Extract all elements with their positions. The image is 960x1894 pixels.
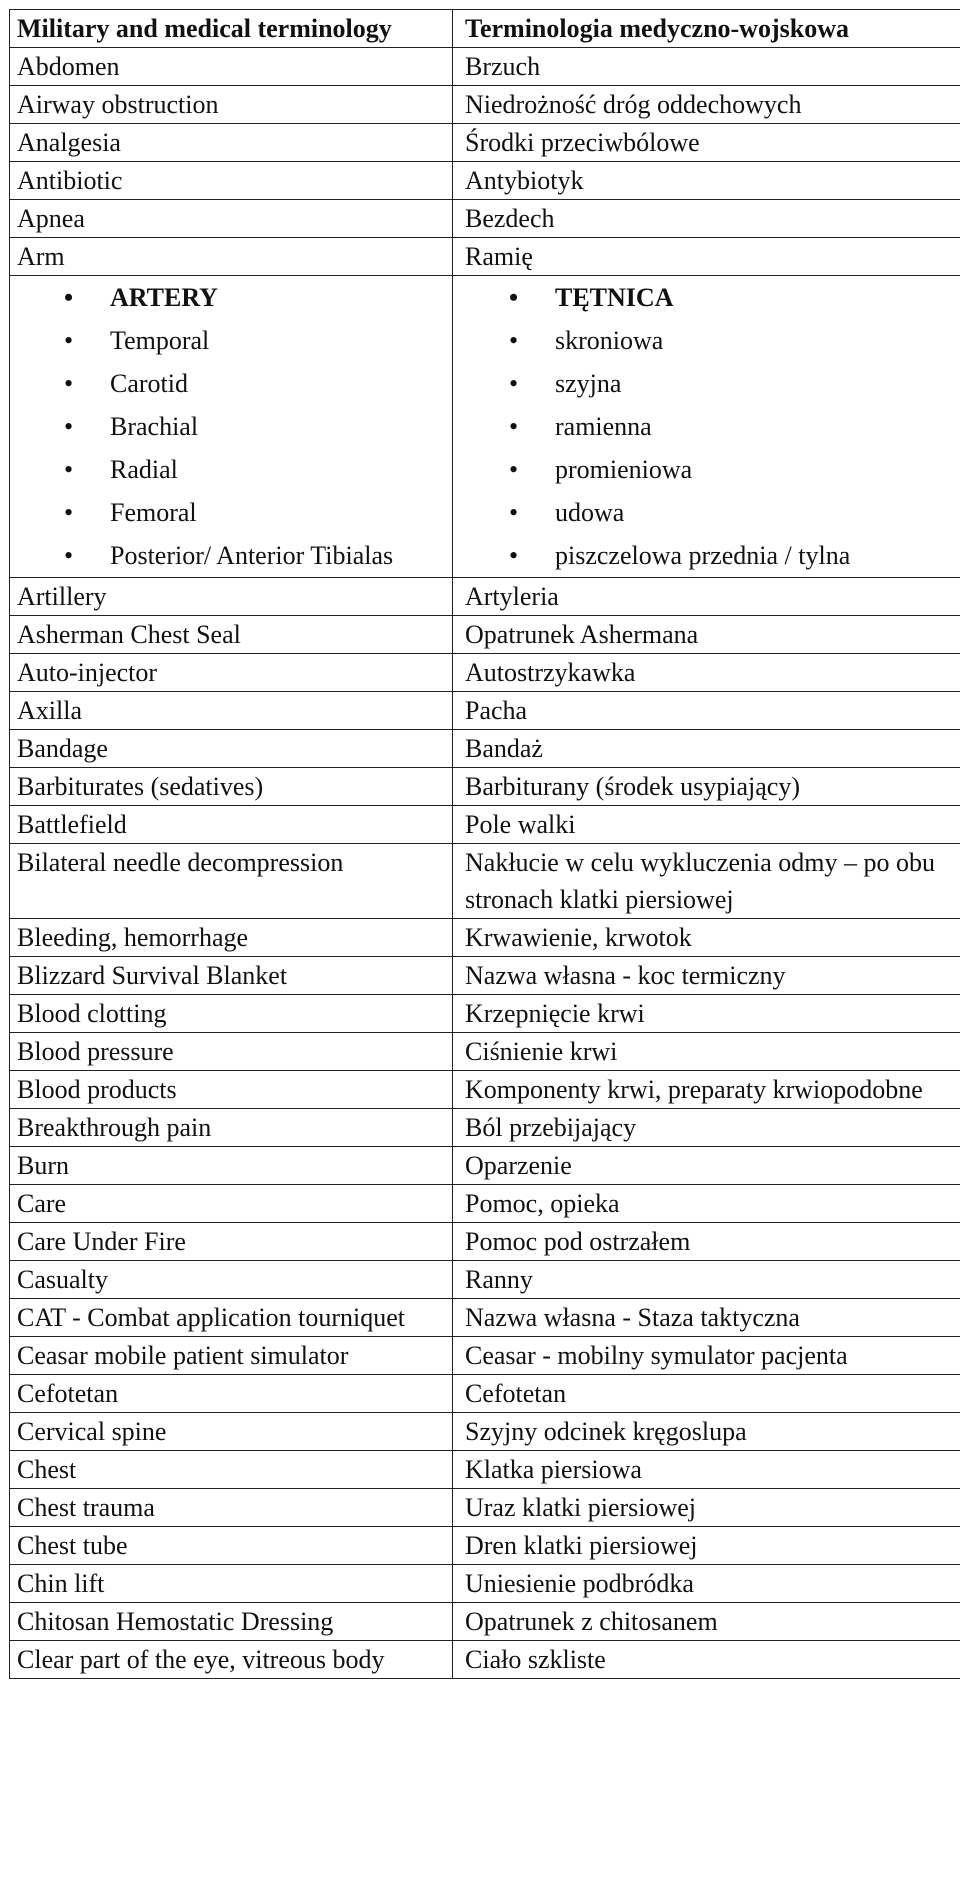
term-polish: Bandaż bbox=[453, 730, 960, 768]
term-english: Chest bbox=[10, 1451, 453, 1489]
artery-section bbox=[10, 276, 960, 578]
term-polish: Szyjny odcinek kręgoslupa bbox=[453, 1413, 960, 1451]
table-row bbox=[10, 48, 960, 86]
artery-item-en: • Femoral bbox=[10, 491, 452, 534]
table-row bbox=[10, 86, 960, 124]
term-english: Apnea bbox=[10, 200, 453, 238]
term-english: Arm bbox=[10, 238, 453, 276]
term-polish: Ceasar - mobilny symulator pacjenta bbox=[453, 1337, 960, 1375]
table-row bbox=[10, 238, 960, 276]
term-polish: Oparzenie bbox=[453, 1147, 960, 1185]
table-body-a bbox=[10, 48, 960, 276]
artery-item-pl: • skroniowa bbox=[453, 319, 960, 362]
table-row bbox=[10, 957, 960, 995]
term-polish: Krwawienie, krwotok bbox=[453, 919, 960, 957]
term-english: Chin lift bbox=[10, 1565, 453, 1603]
term-english: Blood products bbox=[10, 1071, 453, 1109]
term-polish: Pole walki bbox=[453, 806, 960, 844]
artery-polish-list bbox=[453, 276, 960, 577]
term-polish: Pacha bbox=[453, 692, 960, 730]
artery-item-pl: • TĘTNICA bbox=[453, 276, 960, 319]
table-row bbox=[10, 1413, 960, 1451]
table-row bbox=[10, 1337, 960, 1375]
table-row bbox=[10, 1489, 960, 1527]
term-english: Ceasar mobile patient simulator bbox=[10, 1337, 453, 1375]
term-english: Auto-injector bbox=[10, 654, 453, 692]
term-polish: Niedrożność dróg oddechowych bbox=[453, 86, 960, 124]
term-polish: Ciśnienie krwi bbox=[453, 1033, 960, 1071]
term-english: Analgesia bbox=[10, 124, 453, 162]
term-polish: Antybiotyk bbox=[453, 162, 960, 200]
table-row bbox=[10, 1261, 960, 1299]
term-polish: Środki przeciwbólowe bbox=[453, 124, 960, 162]
term-polish: Opatrunek Ashermana bbox=[453, 616, 960, 654]
term-english: Care Under Fire bbox=[10, 1223, 453, 1261]
header-polish: Terminologia medyczno-wojskowa bbox=[453, 10, 960, 48]
term-polish: Nazwa własna - Staza taktyczna bbox=[453, 1299, 960, 1337]
table-row bbox=[10, 995, 960, 1033]
terminology-table bbox=[9, 9, 960, 1679]
term-english: Bleeding, hemorrhage bbox=[10, 919, 453, 957]
artery-item-pl: • promieniowa bbox=[453, 448, 960, 491]
table-row bbox=[10, 1565, 960, 1603]
table-row bbox=[10, 844, 960, 919]
term-english: Cefotetan bbox=[10, 1375, 453, 1413]
artery-english-cell bbox=[10, 276, 453, 578]
table-row bbox=[10, 1375, 960, 1413]
term-polish: Komponenty krwi, preparaty krwiopodobne bbox=[453, 1071, 960, 1109]
table-row bbox=[10, 919, 960, 957]
table-row bbox=[10, 1071, 960, 1109]
artery-item-en: • Posterior/ Anterior Tibialas bbox=[10, 534, 452, 577]
table-row bbox=[10, 1527, 960, 1565]
artery-item-pl: • ramienna bbox=[453, 405, 960, 448]
term-english: Chest tube bbox=[10, 1527, 453, 1565]
term-english: Asherman Chest Seal bbox=[10, 616, 453, 654]
term-english: Breakthrough pain bbox=[10, 1109, 453, 1147]
table-row bbox=[10, 616, 960, 654]
term-english: Burn bbox=[10, 1147, 453, 1185]
term-polish: Ranny bbox=[453, 1261, 960, 1299]
artery-item-en: • Brachial bbox=[10, 405, 452, 448]
term-english: Bandage bbox=[10, 730, 453, 768]
table-row bbox=[10, 806, 960, 844]
table-row-artery bbox=[10, 276, 960, 578]
header-english: Military and medical terminology bbox=[10, 10, 453, 48]
term-english: Axilla bbox=[10, 692, 453, 730]
table-row bbox=[10, 200, 960, 238]
term-english: Casualty bbox=[10, 1261, 453, 1299]
artery-english-list bbox=[10, 276, 452, 577]
table-row bbox=[10, 768, 960, 806]
table-body-b bbox=[10, 578, 960, 1679]
table-row bbox=[10, 654, 960, 692]
term-polish: Pomoc pod ostrzałem bbox=[453, 1223, 960, 1261]
term-english: Chest trauma bbox=[10, 1489, 453, 1527]
term-polish: Cefotetan bbox=[453, 1375, 960, 1413]
term-english: Battlefield bbox=[10, 806, 453, 844]
term-english: CAT - Combat application tourniquet bbox=[10, 1299, 453, 1337]
term-english: Cervical spine bbox=[10, 1413, 453, 1451]
term-polish: Autostrzykawka bbox=[453, 654, 960, 692]
term-english: Artillery bbox=[10, 578, 453, 616]
table-row bbox=[10, 1451, 960, 1489]
term-english: Blizzard Survival Blanket bbox=[10, 957, 453, 995]
table-row bbox=[10, 162, 960, 200]
artery-polish-cell bbox=[453, 276, 960, 578]
table-row bbox=[10, 1147, 960, 1185]
term-polish: Ramię bbox=[453, 238, 960, 276]
term-english: Bilateral needle decompression bbox=[10, 844, 453, 919]
term-polish: Nazwa własna - koc termiczny bbox=[453, 957, 960, 995]
term-polish: Opatrunek z chitosanem bbox=[453, 1603, 960, 1641]
artery-item-pl: • udowa bbox=[453, 491, 960, 534]
term-english: Antibiotic bbox=[10, 162, 453, 200]
artery-item-pl: • szyjna bbox=[453, 362, 960, 405]
table-row bbox=[10, 124, 960, 162]
artery-item-en: • Carotid bbox=[10, 362, 452, 405]
term-english: Blood clotting bbox=[10, 995, 453, 1033]
table-row bbox=[10, 1185, 960, 1223]
table-row bbox=[10, 578, 960, 616]
term-english: Airway obstruction bbox=[10, 86, 453, 124]
header-row bbox=[10, 10, 960, 48]
term-polish: Artyleria bbox=[453, 578, 960, 616]
term-english: Chitosan Hemostatic Dressing bbox=[10, 1603, 453, 1641]
artery-item-en: • Radial bbox=[10, 448, 452, 491]
term-polish: Barbiturany (środek usypiający) bbox=[453, 768, 960, 806]
table-row bbox=[10, 692, 960, 730]
artery-item-en: • Temporal bbox=[10, 319, 452, 362]
term-english: Care bbox=[10, 1185, 453, 1223]
term-polish: Uniesienie podbródka bbox=[453, 1565, 960, 1603]
term-english: Blood pressure bbox=[10, 1033, 453, 1071]
term-polish: Klatka piersiowa bbox=[453, 1451, 960, 1489]
term-polish: Nakłucie w celu wykluczenia odmy – po obu stronach klatki piersiowej bbox=[453, 844, 960, 919]
table-row bbox=[10, 1033, 960, 1071]
table-row bbox=[10, 1299, 960, 1337]
term-polish: Bezdech bbox=[453, 200, 960, 238]
term-polish: Dren klatki piersiowej bbox=[453, 1527, 960, 1565]
artery-item-pl: • piszczelowa przednia / tylna bbox=[453, 534, 960, 577]
term-english: Abdomen bbox=[10, 48, 453, 86]
term-polish: Krzepnięcie krwi bbox=[453, 995, 960, 1033]
term-polish: Brzuch bbox=[453, 48, 960, 86]
table-row bbox=[10, 1641, 960, 1679]
artery-item-en: • ARTERY bbox=[10, 276, 452, 319]
table-row bbox=[10, 1223, 960, 1261]
term-english: Clear part of the eye, vitreous body bbox=[10, 1641, 453, 1679]
table-row bbox=[10, 730, 960, 768]
term-polish: Pomoc, opieka bbox=[453, 1185, 960, 1223]
term-english: Barbiturates (sedatives) bbox=[10, 768, 453, 806]
table-row bbox=[10, 1603, 960, 1641]
table-row bbox=[10, 1109, 960, 1147]
term-polish: Ciało szkliste bbox=[453, 1641, 960, 1679]
term-polish: Ból przebijający bbox=[453, 1109, 960, 1147]
term-polish: Uraz klatki piersiowej bbox=[453, 1489, 960, 1527]
